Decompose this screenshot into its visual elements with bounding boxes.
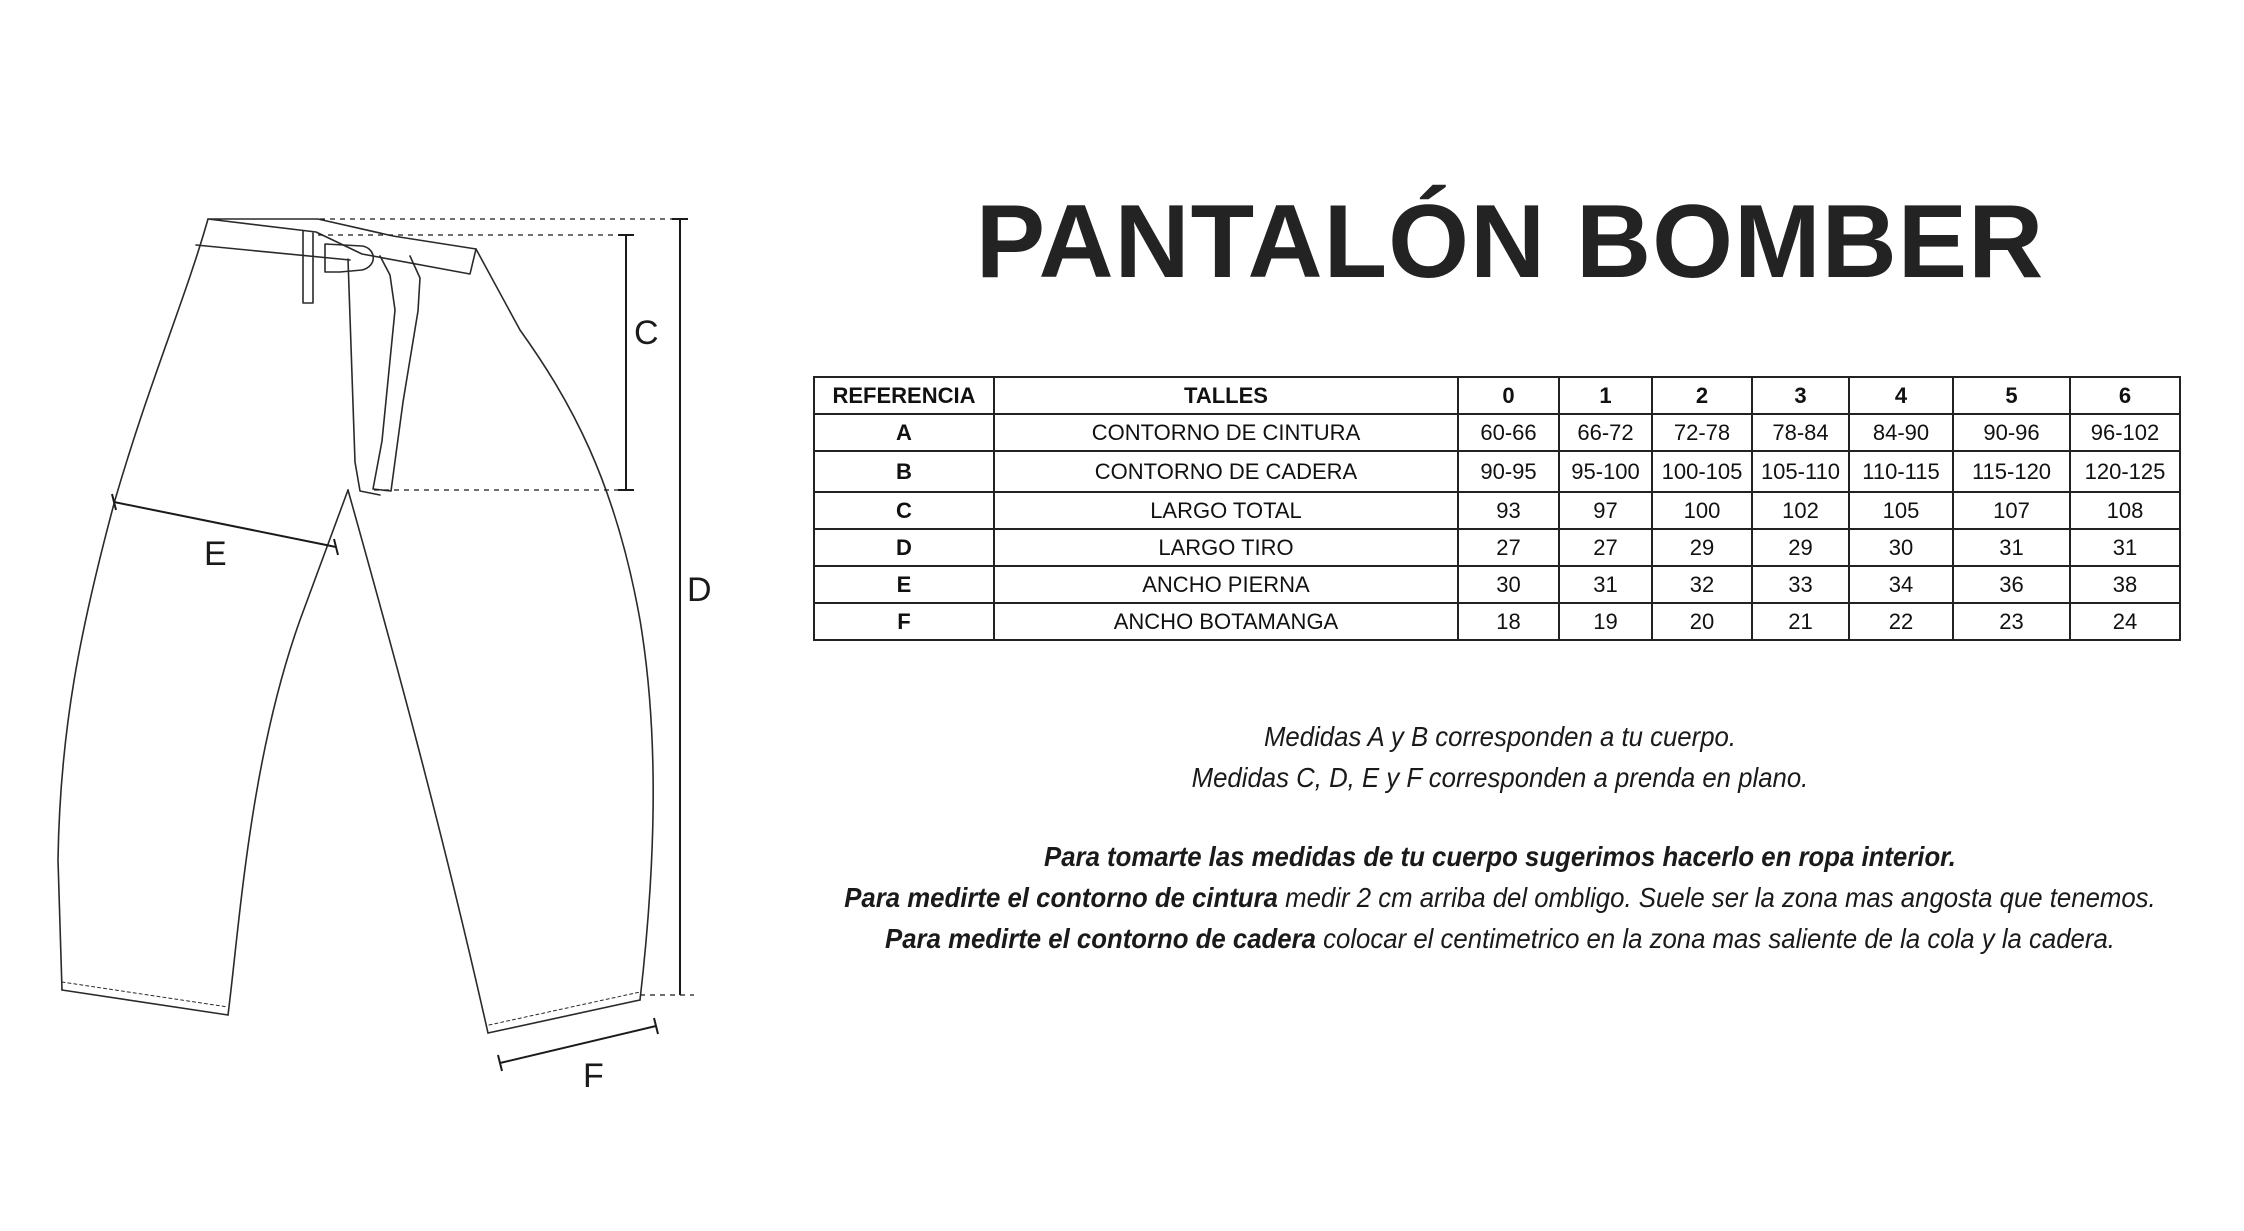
pants-outline <box>58 219 653 1033</box>
cell: 96-102 <box>2070 414 2180 451</box>
table-row <box>814 566 2180 603</box>
cell: 32 <box>1652 566 1752 603</box>
fly-seam <box>348 259 380 495</box>
header-talles: TALLES <box>994 377 1458 414</box>
table-row <box>814 492 2180 529</box>
cell: 24 <box>2070 603 2180 640</box>
note-line: Medidas A y B corresponden a tu cuerpo. <box>1263 721 1737 752</box>
cell: 31 <box>1953 529 2070 566</box>
table-header-row <box>814 377 2180 414</box>
table-row <box>814 414 2180 451</box>
instruction-bold: Para medirte el contorno de cintura <box>844 882 1278 913</box>
cell: 21 <box>1752 603 1849 640</box>
header-size-6: 6 <box>2070 377 2180 414</box>
label-e: E <box>204 535 227 573</box>
measurement-lines <box>112 219 694 1071</box>
cell: 18 <box>1458 603 1559 640</box>
header-referencia: REFERENCIA <box>814 377 994 414</box>
row-name: CONTORNO DE CINTURA <box>994 414 1458 451</box>
row-name: ANCHO BOTAMANGA <box>994 603 1458 640</box>
cell: 105-110 <box>1752 451 1849 492</box>
right-leg-inner <box>348 490 488 1033</box>
cell: 90-95 <box>1458 451 1559 492</box>
cell: 66-72 <box>1559 414 1652 451</box>
cell: 36 <box>1953 566 2070 603</box>
row-name: ANCHO PIERNA <box>994 566 1458 603</box>
cell: 23 <box>1953 603 2070 640</box>
cell: 105 <box>1849 492 1953 529</box>
left-leg-inner <box>228 490 348 1015</box>
cell: 31 <box>2070 529 2180 566</box>
cell: 31 <box>1559 566 1652 603</box>
header-size-4: 4 <box>1849 377 1953 414</box>
cell: 95-100 <box>1559 451 1652 492</box>
pants-technical-drawing <box>0 0 760 1231</box>
belt-loop <box>303 231 313 303</box>
cell: 120-125 <box>2070 451 2180 492</box>
cell: 72-78 <box>1652 414 1752 451</box>
header-size-1: 1 <box>1559 377 1652 414</box>
left-hem <box>62 990 228 1015</box>
cell: 20 <box>1652 603 1752 640</box>
instruction-bold: Para tomarte las medidas de tu cuerpo sugerimos hacerlo en ropa interior. <box>1044 841 1956 872</box>
right-hem <box>488 1000 640 1033</box>
row-ref: B <box>814 451 994 492</box>
cell: 108 <box>2070 492 2180 529</box>
measuring-instructions <box>819 836 2181 959</box>
instruction-text: colocar el centimetrico en la zona mas saliente de la cola y la cadera. <box>1315 923 2115 954</box>
cell: 29 <box>1652 529 1752 566</box>
cell: 27 <box>1458 529 1559 566</box>
cell: 60-66 <box>1458 414 1559 451</box>
cell: 110-115 <box>1849 451 1953 492</box>
left-leg-outer <box>58 219 208 990</box>
measurement-notes <box>819 716 2181 798</box>
row-name: LARGO TIRO <box>994 529 1458 566</box>
cell: 30 <box>1849 529 1953 566</box>
waistband <box>208 219 476 274</box>
cell: 19 <box>1559 603 1652 640</box>
cell: 34 <box>1849 566 1953 603</box>
page-title: PANTALÓN BOMBER <box>975 184 2045 300</box>
cell: 100 <box>1652 492 1752 529</box>
cell: 33 <box>1752 566 1849 603</box>
header-size-2: 2 <box>1652 377 1752 414</box>
header-size-3: 3 <box>1752 377 1849 414</box>
cell: 102 <box>1752 492 1849 529</box>
label-f: F <box>583 1057 604 1095</box>
instruction-line <box>819 836 2181 877</box>
header-size-0: 0 <box>1458 377 1559 414</box>
instruction-line <box>819 877 2181 918</box>
cell: 78-84 <box>1752 414 1849 451</box>
table-row <box>814 529 2180 566</box>
table-row <box>814 451 2180 492</box>
row-ref: E <box>814 566 994 603</box>
cell: 100-105 <box>1652 451 1752 492</box>
measure-f-line <box>500 1026 656 1063</box>
cell: 30 <box>1458 566 1559 603</box>
label-d: D <box>687 571 712 609</box>
cell: 97 <box>1559 492 1652 529</box>
cell: 22 <box>1849 603 1953 640</box>
row-name: LARGO TOTAL <box>994 492 1458 529</box>
header-size-5: 5 <box>1953 377 2070 414</box>
row-ref: F <box>814 603 994 640</box>
instruction-line <box>819 918 2181 959</box>
cell: 29 <box>1752 529 1849 566</box>
cell: 84-90 <box>1849 414 1953 451</box>
cell: 93 <box>1458 492 1559 529</box>
cell: 107 <box>1953 492 2070 529</box>
row-ref: D <box>814 529 994 566</box>
belt-strap <box>373 256 420 491</box>
instruction-bold: Para medirte el contorno de cadera <box>885 923 1316 954</box>
row-ref: C <box>814 492 994 529</box>
cell: 38 <box>2070 566 2180 603</box>
instruction-text: medir 2 cm arriba del ombligo. Suele ser la zona mas angosta que tenemos. <box>1277 882 2156 913</box>
note-line: Medidas C, D, E y F corresponden a prenda en plano. <box>1191 762 1809 793</box>
size-table <box>813 376 2181 641</box>
label-c: C <box>634 314 659 352</box>
row-name: CONTORNO DE CADERA <box>994 451 1458 492</box>
cell: 115-120 <box>1953 451 2070 492</box>
row-ref: A <box>814 414 994 451</box>
cell: 90-96 <box>1953 414 2070 451</box>
table-row <box>814 603 2180 640</box>
cell: 27 <box>1559 529 1652 566</box>
